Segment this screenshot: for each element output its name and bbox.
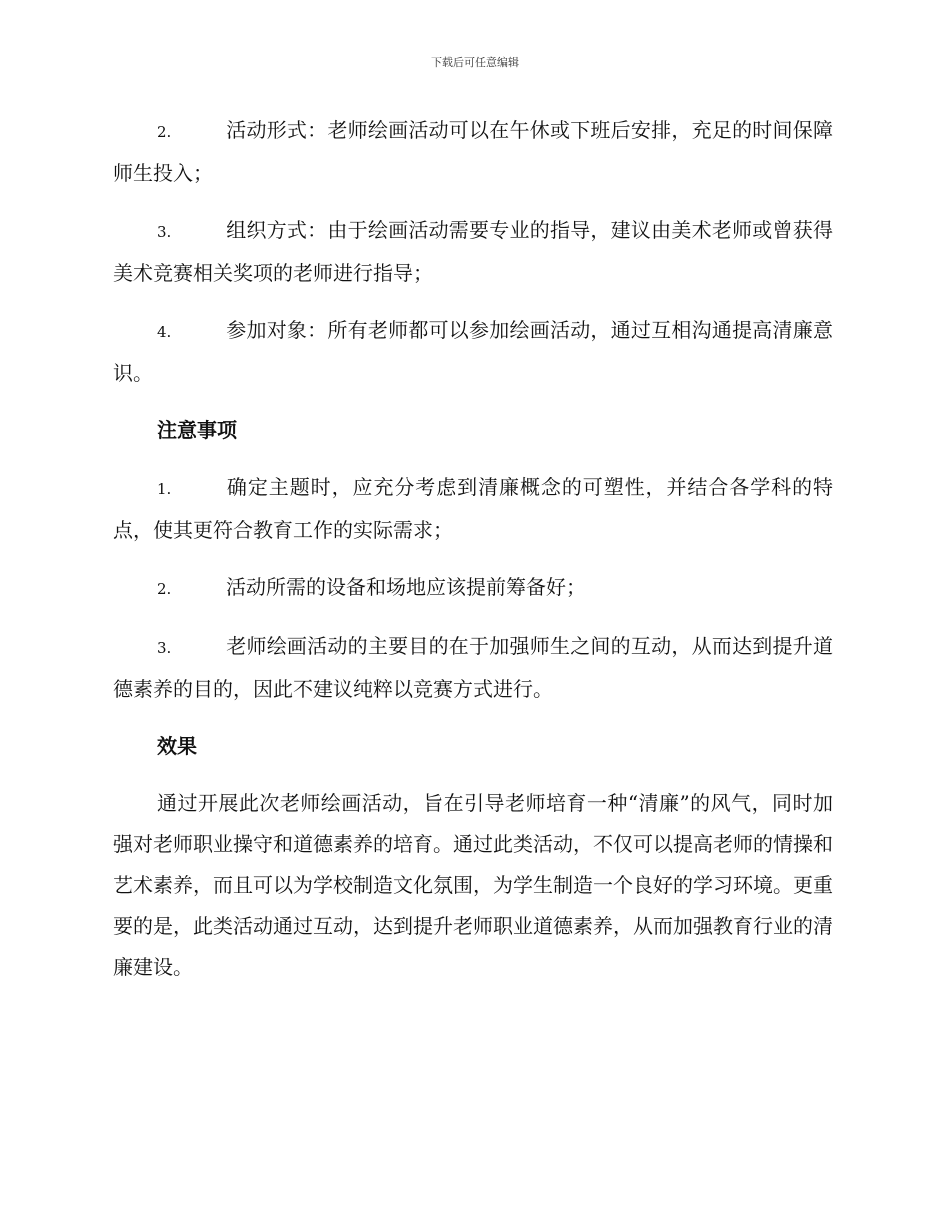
document-body xyxy=(113,110,833,988)
list-item-text: 参加对象：所有老师都可以参加绘画活动，通过互相沟通提高清廉意识。 xyxy=(113,318,833,385)
list-item xyxy=(113,467,833,551)
list-item-text: 组织方式：由于绘画活动需要专业的指导，建议由美术老师或曾获得美术竞赛相关奖项的老师进行指导； xyxy=(113,218,833,285)
list-item xyxy=(113,210,833,294)
list-item xyxy=(113,567,833,610)
section-heading-effect: 效果 xyxy=(157,734,197,758)
list-item-text: 活动所需的设备和场地应该提前筹备好； xyxy=(226,575,586,599)
list-item xyxy=(113,310,833,394)
list-item xyxy=(113,626,833,710)
list-item-text: 活动形式：老师绘画活动可以在午休或下班后安排，充足的时间保障师生投入； xyxy=(113,118,833,185)
section-heading-notes: 注意事项 xyxy=(157,418,237,442)
effect-paragraph: 通过开展此次老师绘画活动，旨在引导老师培育一种“清廉”的风气，同时加强对老师职业操守和道德素养的培育。通过此类活动，不仅可以提高老师的情操和艺术素养，而且可以为学校制造文化氛围，为学生制造一个良好的学习环境。更重要的是，此类活动通过互动，达到提升老师职业道德素养，从而加强教育行业的清廉建设。 xyxy=(113,791,833,979)
list-item-text: 确定主题时，应充分考虑到清廉概念的可塑性，并结合各学科的特点，使其更符合教育工作的实际需求； xyxy=(113,475,833,542)
list-item-number: 3. xyxy=(157,223,172,241)
list-item xyxy=(113,110,833,194)
list-item-number: 3. xyxy=(157,639,172,657)
list-item-number: 2. xyxy=(157,580,172,598)
list-item-text: 老师绘画活动的主要目的在于加强师生之间的互动，从而达到提升道德素养的目的，因此不建议纯粹以竞赛方式进行。 xyxy=(113,634,833,701)
list-item-number: 2. xyxy=(157,123,172,141)
list-item-number: 4. xyxy=(157,323,172,341)
page-header: 下载后可任意编辑 xyxy=(431,56,519,69)
list-item-number: 1. xyxy=(157,480,172,498)
